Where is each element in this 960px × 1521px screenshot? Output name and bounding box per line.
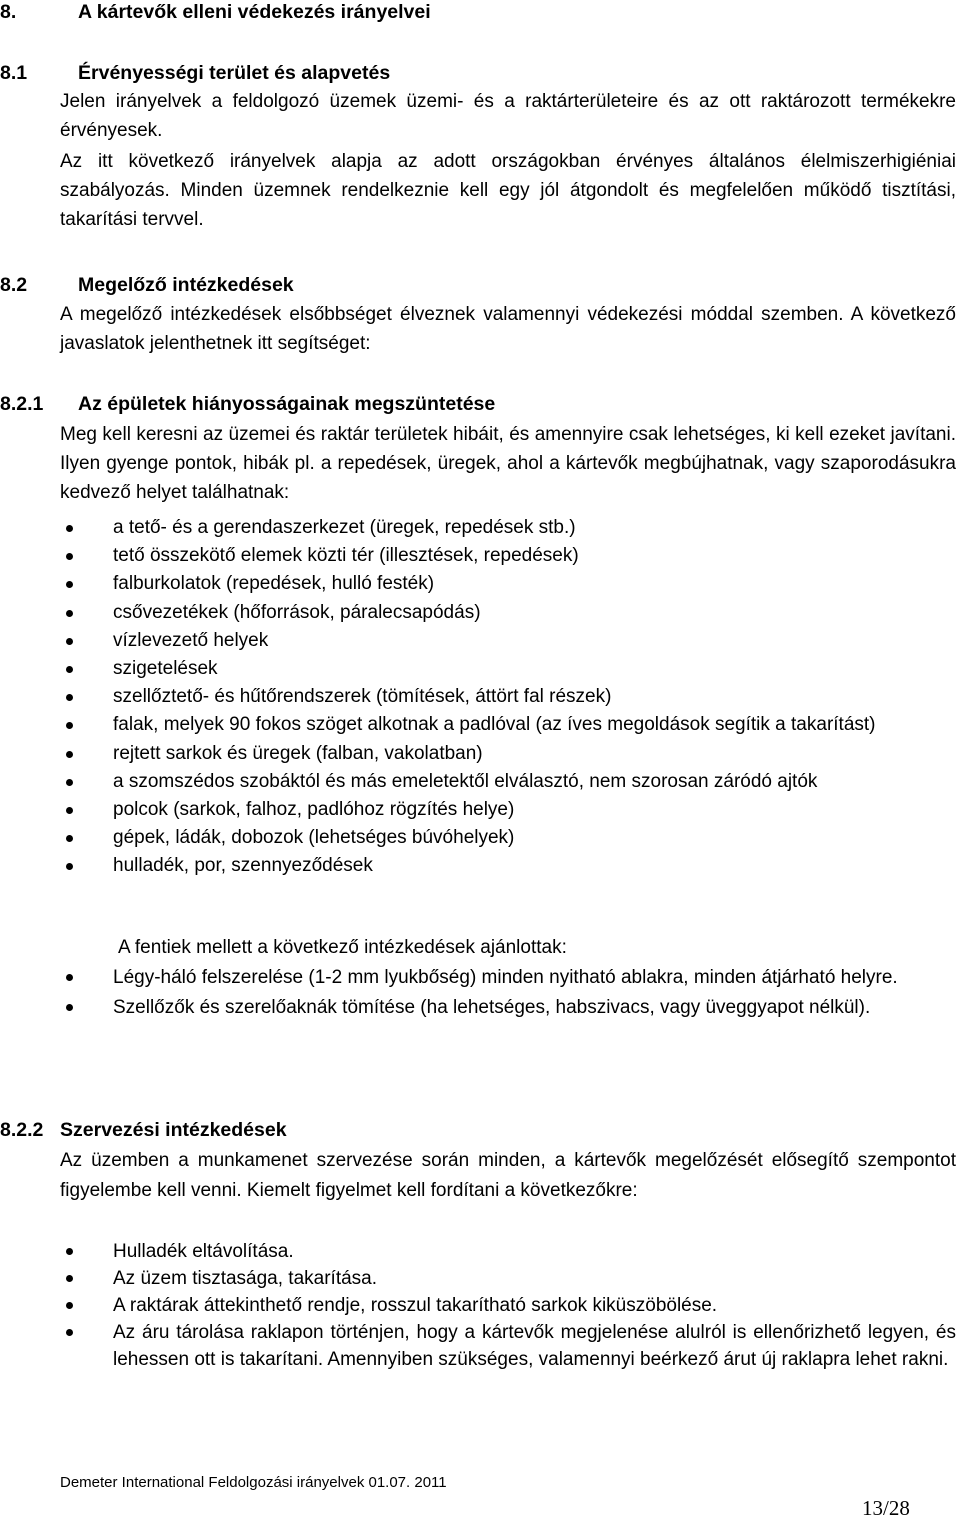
list-item: A raktárak áttekinthető rendje, rosszul takarítható sarkok kiküszöbölése. bbox=[60, 1292, 956, 1319]
list-item: rejtett sarkok és üregek (falban, vakolatban) bbox=[60, 740, 956, 767]
list-item: polcok (sarkok, falhoz, padlóhoz rögzítés helye) bbox=[60, 796, 956, 823]
bullet-icon bbox=[66, 863, 73, 870]
bullet-icon bbox=[66, 638, 73, 645]
section-title: Az épületek hiányosságainak megszüntetése bbox=[78, 393, 496, 415]
section-number: 8.2.1 bbox=[0, 393, 44, 415]
list-item: falak, melyek 90 fokos szöget alkotnak a padlóval (az íves megoldások segítik a takarítást) bbox=[60, 711, 956, 738]
bullet-icon bbox=[66, 835, 73, 842]
section-8-2-1-paragraph: Meg kell keresni az üzemei és raktár területek hibáit, és amennyire csak lehetséges, ki kell ezeket javítani. Ilyen gyenge pontok, hibák pl. a repedések, üregek, ahol a kártevők megbújhatnak, vagy szaporodásukra kedvező helyet találhatnak: bbox=[60, 424, 956, 503]
section-8-2-1-heading bbox=[0, 392, 960, 416]
bullet-icon bbox=[66, 807, 73, 814]
recommendation-note: A fentiek mellett a következő intézkedések ajánlottak: bbox=[118, 937, 567, 958]
page-footer: Demeter International Feldolgozási irányelvek 01.07. 2011 bbox=[60, 1474, 447, 1491]
bullet-icon bbox=[66, 553, 73, 560]
section-8-1-paragraph-2: Az itt következő irányelvek alapja az adott országokban érvényes általános élelmiszerhigiéniai szabályozás. Minden üzemnek rendelkeznie kell egy jól átgondolt és megfelelően működő tisztítási, takarítási tervvel. bbox=[60, 151, 956, 230]
list-item: tető összekötő elemek közti tér (illesztések, repedések) bbox=[60, 542, 956, 569]
list-item: Hulladék eltávolítása. bbox=[60, 1238, 956, 1265]
list-item: Szellőzők és szerelőaknák tömítése (ha lehetséges, habszivacs, vagy üveggyapot nélkül). bbox=[60, 993, 956, 1023]
section-title: Érvényességi terület és alapvetés bbox=[78, 62, 391, 84]
list-item: vízlevezető helyek bbox=[60, 627, 956, 654]
bullet-icon bbox=[66, 610, 73, 617]
bullet-icon bbox=[66, 1004, 73, 1011]
section-title: A kártevők elleni védekezés irányelvei bbox=[78, 1, 431, 23]
bullet-icon bbox=[66, 751, 73, 758]
bullet-icon bbox=[66, 1275, 73, 1282]
bullet-icon bbox=[66, 779, 73, 786]
section-8-2-paragraph: A megelőző intézkedések elsőbbséget élveznek valamennyi védekezési móddal szemben. A következő javaslatok jelenthetnek itt segítséget: bbox=[60, 304, 956, 354]
list-item: hulladék, por, szennyeződések bbox=[60, 852, 956, 879]
list-item: csővezetékek (hőforrások, páralecsapódás) bbox=[60, 599, 956, 626]
bullet-icon bbox=[66, 1302, 73, 1309]
section-8-2-2-heading bbox=[0, 1118, 960, 1142]
page-number: 13/28 bbox=[862, 1496, 910, 1520]
list-item: gépek, ládák, dobozok (lehetséges búvóhelyek) bbox=[60, 824, 956, 851]
bullet-icon bbox=[66, 974, 73, 981]
list-item: a tető- és a gerendaszerkezet (üregek, repedések stb.) bbox=[60, 514, 956, 541]
building-defects-list bbox=[60, 514, 956, 880]
list-item: szellőztető- és hűtőrendszerek (tömítések, áttört fal részek) bbox=[60, 683, 956, 710]
section-8-2-heading bbox=[0, 273, 960, 297]
section-title: Megelőző intézkedések bbox=[78, 274, 294, 296]
list-item: falburkolatok (repedések, hulló festék) bbox=[60, 570, 956, 597]
section-8-heading bbox=[0, 0, 960, 24]
section-8-1-heading bbox=[0, 61, 960, 85]
organizational-measures-list bbox=[60, 1238, 956, 1373]
bullet-icon bbox=[66, 722, 73, 729]
bullet-icon bbox=[66, 1329, 73, 1336]
section-number: 8.2 bbox=[0, 274, 28, 296]
list-item: a szomszédos szobáktól és más emeletektől elválasztó, nem szorosan záródó ajtók bbox=[60, 768, 956, 795]
bullet-icon bbox=[66, 525, 73, 532]
section-number: 8.2.2 bbox=[0, 1119, 44, 1141]
section-number: 8.1 bbox=[0, 62, 28, 84]
section-title: Szervezési intézkedések bbox=[60, 1119, 287, 1141]
section-8-2-2-paragraph: Az üzemben a munkamenet szervezése során minden, a kártevők megelőzését elősegítő szempontot figyelembe kell venni. Kiemelt figyelmet kell fordítani a következőkre: bbox=[60, 1150, 956, 1201]
list-item: Légy-háló felszerelése (1-2 mm lyukbőség) minden nyitható ablakra, minden átjárható helyre. bbox=[60, 963, 956, 993]
bullet-icon bbox=[66, 666, 73, 673]
section-8-1-paragraph-1: Jelen irányelvek a feldolgozó üzemek üzemi- és a raktárterületeire és az ott raktározott termékekre érvényesek. bbox=[60, 91, 956, 141]
list-item: Az üzem tisztasága, takarítása. bbox=[60, 1265, 956, 1292]
list-item: szigetelések bbox=[60, 655, 956, 682]
bullet-icon bbox=[66, 581, 73, 588]
bullet-icon bbox=[66, 694, 73, 701]
bullet-icon bbox=[66, 1248, 73, 1255]
section-number: 8. bbox=[0, 1, 17, 23]
recommended-measures-list bbox=[60, 963, 956, 1023]
list-item: Az áru tárolása raklapon történjen, hogy a kártevők megjelenése alulról is ellenőrizhető legyen, és lehessen ott is takarítani. Amennyiben szükséges, valamennyi beérkező árut új raklapra lehet rakni. bbox=[60, 1319, 956, 1373]
